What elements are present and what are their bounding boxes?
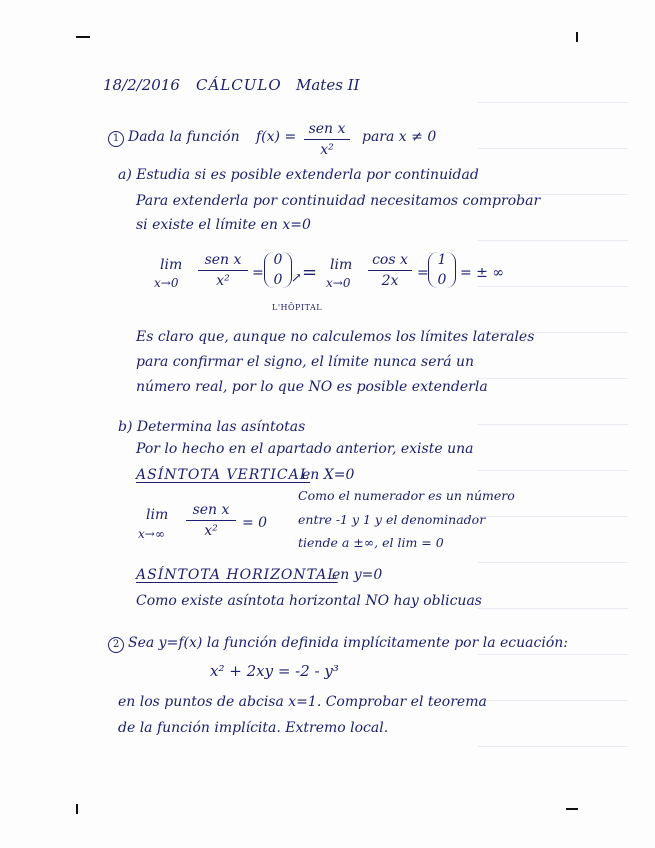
fraction-bar — [304, 139, 350, 140]
note-line1: Como el numerador es un número — [298, 488, 515, 503]
q2-line3: de la función implícita. Extremo local. — [118, 720, 389, 736]
lim2-label: lim — [330, 257, 353, 273]
q1a-conclusion1: Es claro que, aunque no calculemos los límites laterales — [136, 329, 535, 345]
note-line3: tiende a ±∞, el lim = 0 — [298, 535, 444, 550]
q1-fx: f(x) = — [256, 129, 297, 145]
corner-mark-bottom-left — [76, 804, 78, 814]
q2-number: 2 — [108, 637, 124, 653]
paren1-num: 0 — [273, 252, 283, 268]
fraction-bar — [368, 270, 412, 271]
q1-fx-denominator: x² — [320, 142, 334, 158]
horizontal-asymptote-label: ASÍNTOTA HORIZONTAL — [136, 567, 338, 583]
q1b-title: b) Determina las asíntotas — [118, 419, 306, 435]
header-date: 18/2/2016 — [103, 76, 180, 94]
q2-statement — [108, 636, 568, 653]
corner-mark-top-left — [76, 36, 90, 38]
one-over-zero — [428, 252, 456, 288]
lim3-numerator: sen x — [192, 502, 230, 518]
fraction-bar — [186, 520, 236, 521]
corner-mark-bottom-right — [566, 808, 578, 810]
vertical-asymptote-where: en X=0 — [302, 467, 355, 483]
lim3-denominator: x² — [204, 523, 218, 539]
q1-number: 1 — [108, 131, 124, 147]
header-subject: CÁLCULO — [196, 76, 282, 94]
q1-condition: para x ≠ 0 — [362, 129, 437, 145]
lim2-numerator: cos x — [372, 252, 408, 268]
lim3-result: = 0 — [242, 515, 268, 531]
q1b-line1: Por lo hecho en el apartado anterior, existe una — [136, 441, 474, 457]
q1-fx-fraction — [304, 121, 350, 158]
lim2-denominator: 2x — [381, 273, 399, 289]
lim1-denominator: x² — [216, 273, 230, 289]
eq-1: = — [252, 265, 264, 281]
lim1-numerator: sen x — [204, 252, 242, 268]
q1-statement-text: Dada la función — [128, 129, 240, 145]
q1b-conclusion: Como existe asíntota horizontal NO hay oblicuas — [136, 593, 482, 609]
eq-3: = — [417, 265, 429, 281]
q2-line2: en los puntos de abcisa x=1. Comprobar el teorema — [118, 694, 487, 710]
lim2-fraction — [368, 252, 412, 289]
fraction-bar — [198, 270, 248, 271]
header-course: Mates II — [296, 76, 360, 94]
corner-mark-top-right — [576, 32, 578, 42]
arrow-hopital: ↗ — [291, 271, 302, 286]
hopital-label: L'HÔPITAL — [272, 303, 323, 312]
q1-fx-numerator: sen x — [308, 121, 346, 137]
bleed-through-lines — [478, 80, 628, 780]
q1a-line2: si existe el límite en x=0 — [136, 217, 311, 233]
indeterminate-0-0 — [264, 252, 292, 288]
limit-result: = ± ∞ — [460, 265, 505, 281]
paren1-den: 0 — [273, 272, 283, 288]
q2-equation: x² + 2xy = -2 - y³ — [210, 662, 339, 680]
lim3-label: lim — [146, 507, 169, 523]
lim1-fraction — [198, 252, 248, 289]
lim1-sub: x→0 — [154, 276, 179, 290]
q1a-line1: Para extenderla por continuidad necesitamos comprobar — [136, 193, 541, 209]
paren2-den: 0 — [437, 272, 447, 288]
q1-statement — [108, 130, 240, 147]
eq-2: = — [302, 262, 318, 283]
lim2-sub: x→0 — [326, 276, 351, 290]
q1a-conclusion3: número real, por lo que NO es posible extenderla — [136, 379, 488, 395]
paren2-num: 1 — [437, 252, 447, 268]
q2-line1: Sea y=f(x) la función definida implícitamente por la ecuación: — [128, 635, 568, 651]
lim1-label: lim — [160, 257, 183, 273]
horizontal-asymptote-where: en y=0 — [332, 567, 383, 583]
lim3-sub: x→∞ — [138, 527, 165, 541]
note-line2: entre -1 y 1 y el denominador — [298, 512, 486, 527]
q1a-title: a) Estudia si es posible extenderla por continuidad — [118, 167, 479, 183]
q1a-conclusion2: para confirmar el signo, el límite nunca será un — [136, 354, 475, 370]
lim3-fraction — [186, 502, 236, 539]
vertical-asymptote-label: ASÍNTOTA VERTICAL — [136, 467, 311, 483]
